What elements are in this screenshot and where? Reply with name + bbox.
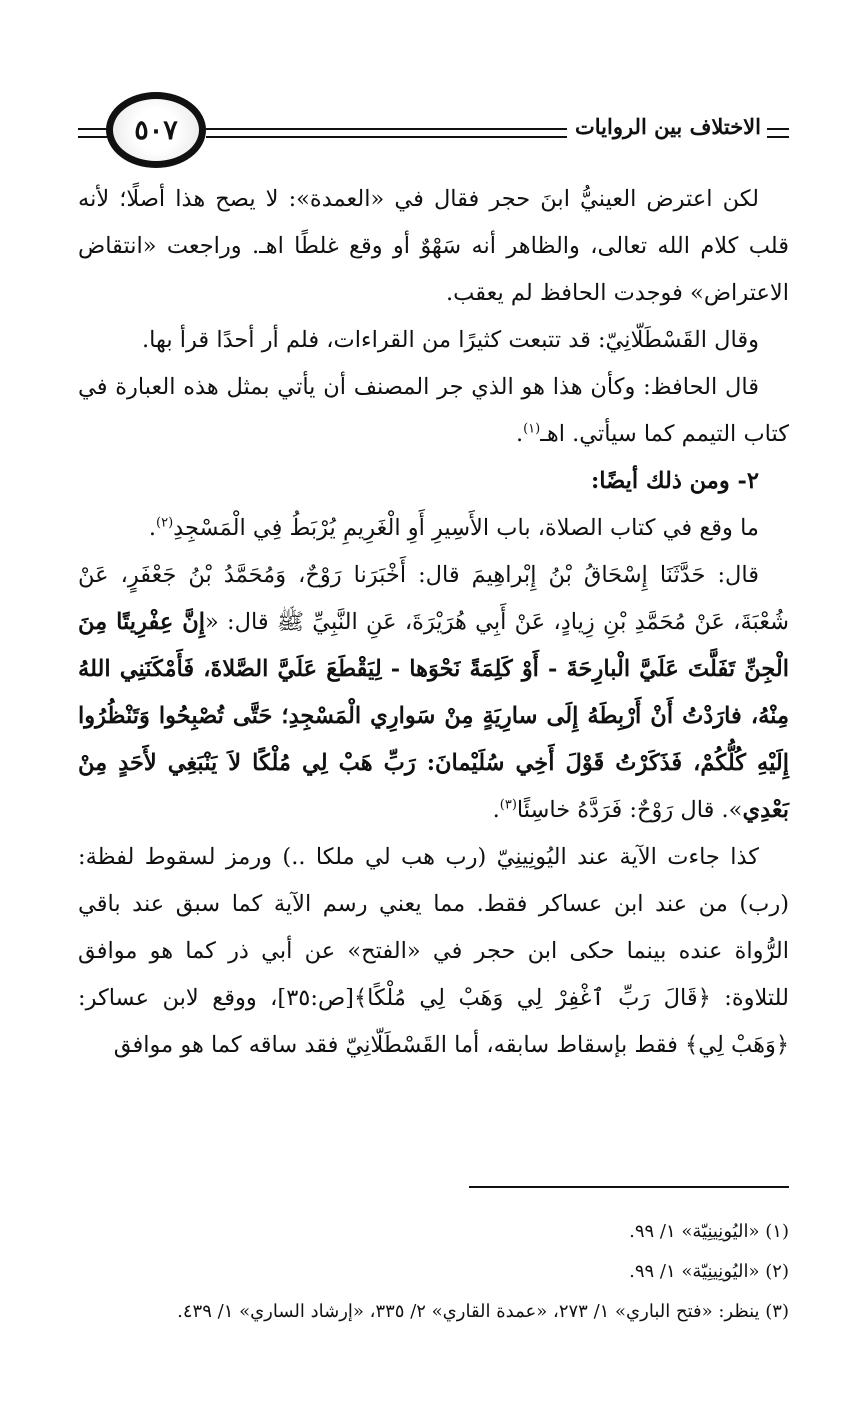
running-title: الاختلاف بين الروايات <box>574 114 761 139</box>
footnote-1: (١) «اليُونِينِيّة» ١/ ٩٩. <box>629 1221 789 1242</box>
footnote-2: (٢) «اليُونِينِيّة» ١/ ٩٩. <box>629 1261 789 1282</box>
paragraph-5 <box>78 505 789 552</box>
header-rule-left <box>78 128 108 138</box>
footnote-ref-2: (٢) <box>156 515 174 531</box>
hadith-isnad: قال: حَدَّثَنَا إِسْحَاقُ بْنُ إِبْراهِيمَ قال: أَخْبَرَنا رَوْحٌ، وَمُحَمَّدُ بْنُ جَعْفَرٍ، عَنْ شُعْبَةَ، عَنْ مُحَمَّدِ بْنِ زِيادٍ، عَنْ أَبِي هُرَيْرَةَ، عَنِ النَّبِيِّ ﷺ قال: « <box>78 562 789 635</box>
hadith-tail: ». قال رَوْحٌ: فَرَدَّهُ خاسِئًا <box>516 797 743 823</box>
paragraph-3 <box>78 364 789 458</box>
page-header <box>78 92 789 168</box>
footnote-separator <box>469 1186 789 1188</box>
page-number: ٥٠٧ <box>134 114 178 146</box>
paragraph-3-end: . <box>515 421 524 447</box>
hadith-paragraph <box>78 552 789 834</box>
paragraph-5-text: ما وقع في كتاب الصلاة، باب الأَسِيرِ أَوِ الْغَرِيمِ يُرْبَطُ فِي الْمَسْجِدِ <box>173 515 759 541</box>
paragraph-7: كذا جاءت الآية عند اليُونِينِيّ (رب هب لي ملكا ..) ورمز لسقوط لفظة: (رب) من عند ابن عساكر فقط. مما يعني رسم الآية كما سبق عند باقي الرُّواة عنده بينما حكى ابن حجر في «الفتح» عن أبي ذر كما هو موافق للتلاوة: ﴿قَالَ رَبِّ ٱغْفِرْ لِي وَهَبْ لِي مُلْكًا﴾[ص:٣٥]، ووقع لابن عساكر: ﴿وَهَبْ لِي﴾ فقط بإسقاط سابقه، أما القَسْطَلّانِيّ فقد ساقه كما هو موافق <box>78 844 789 1058</box>
footnote-ref-1: (١) <box>523 421 541 437</box>
footnotes <box>78 1212 789 1332</box>
paragraph-5-end: . <box>148 515 157 541</box>
main-text <box>78 176 789 1069</box>
paragraph-2: وقال القَسْطَلّانِيّ: قد تتبعت كثيرًا من القراءات، فلم أر أحدًا قرأ بها. <box>141 327 759 353</box>
hadith-matn: إِنَّ عِفْرِيتًا مِنَ الْجِنِّ تَفَلَّتَ عَلَيَّ الْبارِحَةَ - أَوْ كَلِمَةً نَحْوَها - لِيَقْطَعَ عَلَيَّ الصَّلاةَ، فَأَمْكَنَنِي اللهُ مِنْهُ، فارَدْتُ أَنْ أَرْبِطَهُ إِلَى سارِيَةٍ مِنْ سَوارِي الْمَسْجِدِ؛ حَتَّى تُصْبِحُوا وَتَنْظُرُوا إِلَيْهِ كُلُّكُمْ، فَذَكَرْتُ قَوْلَ أَخِي سُلَيْمانَ: رَبِّ هَبْ لِي مُلْكًا لاَ يَنْبَغِي لأَحَدٍ مِنْ بَعْدِي <box>78 609 789 823</box>
section-heading: ٢- ومن ذلك أيضًا: <box>590 468 759 494</box>
hadith-end: . <box>492 797 500 823</box>
page-number-oval <box>106 92 206 168</box>
header-rule-right <box>767 128 789 138</box>
paragraph-3-text: قال الحافظ: وكأن هذا هو الذي جر المصنف أن يأتي بمثل هذه العبارة في كتاب التيمم كما سيأتي. اهـ <box>78 374 789 447</box>
paragraph-1: لكن اعترض العينيُّ ابنَ حجر فقال في «العمدة»: لا يصح هذا أصلًا؛ لأنه قلب كلام الله تعالى، والظاهر أنه سَهْوٌ أو وقع غلطًا اهـ. وراجعت «انتقاض الاعتراض» فوجدت الحافظ لم يعقب. <box>78 186 789 306</box>
footnote-ref-3: (٣) <box>499 797 517 813</box>
header-rule-middle <box>206 128 567 138</box>
footnote-3: (٣) ينظر: «فتح الباري» ١/ ٢٧٣، «عمدة القاري» ٢/ ٣٣٥، «إرشاد الساري» ١/ ٤٣٩. <box>177 1301 789 1322</box>
